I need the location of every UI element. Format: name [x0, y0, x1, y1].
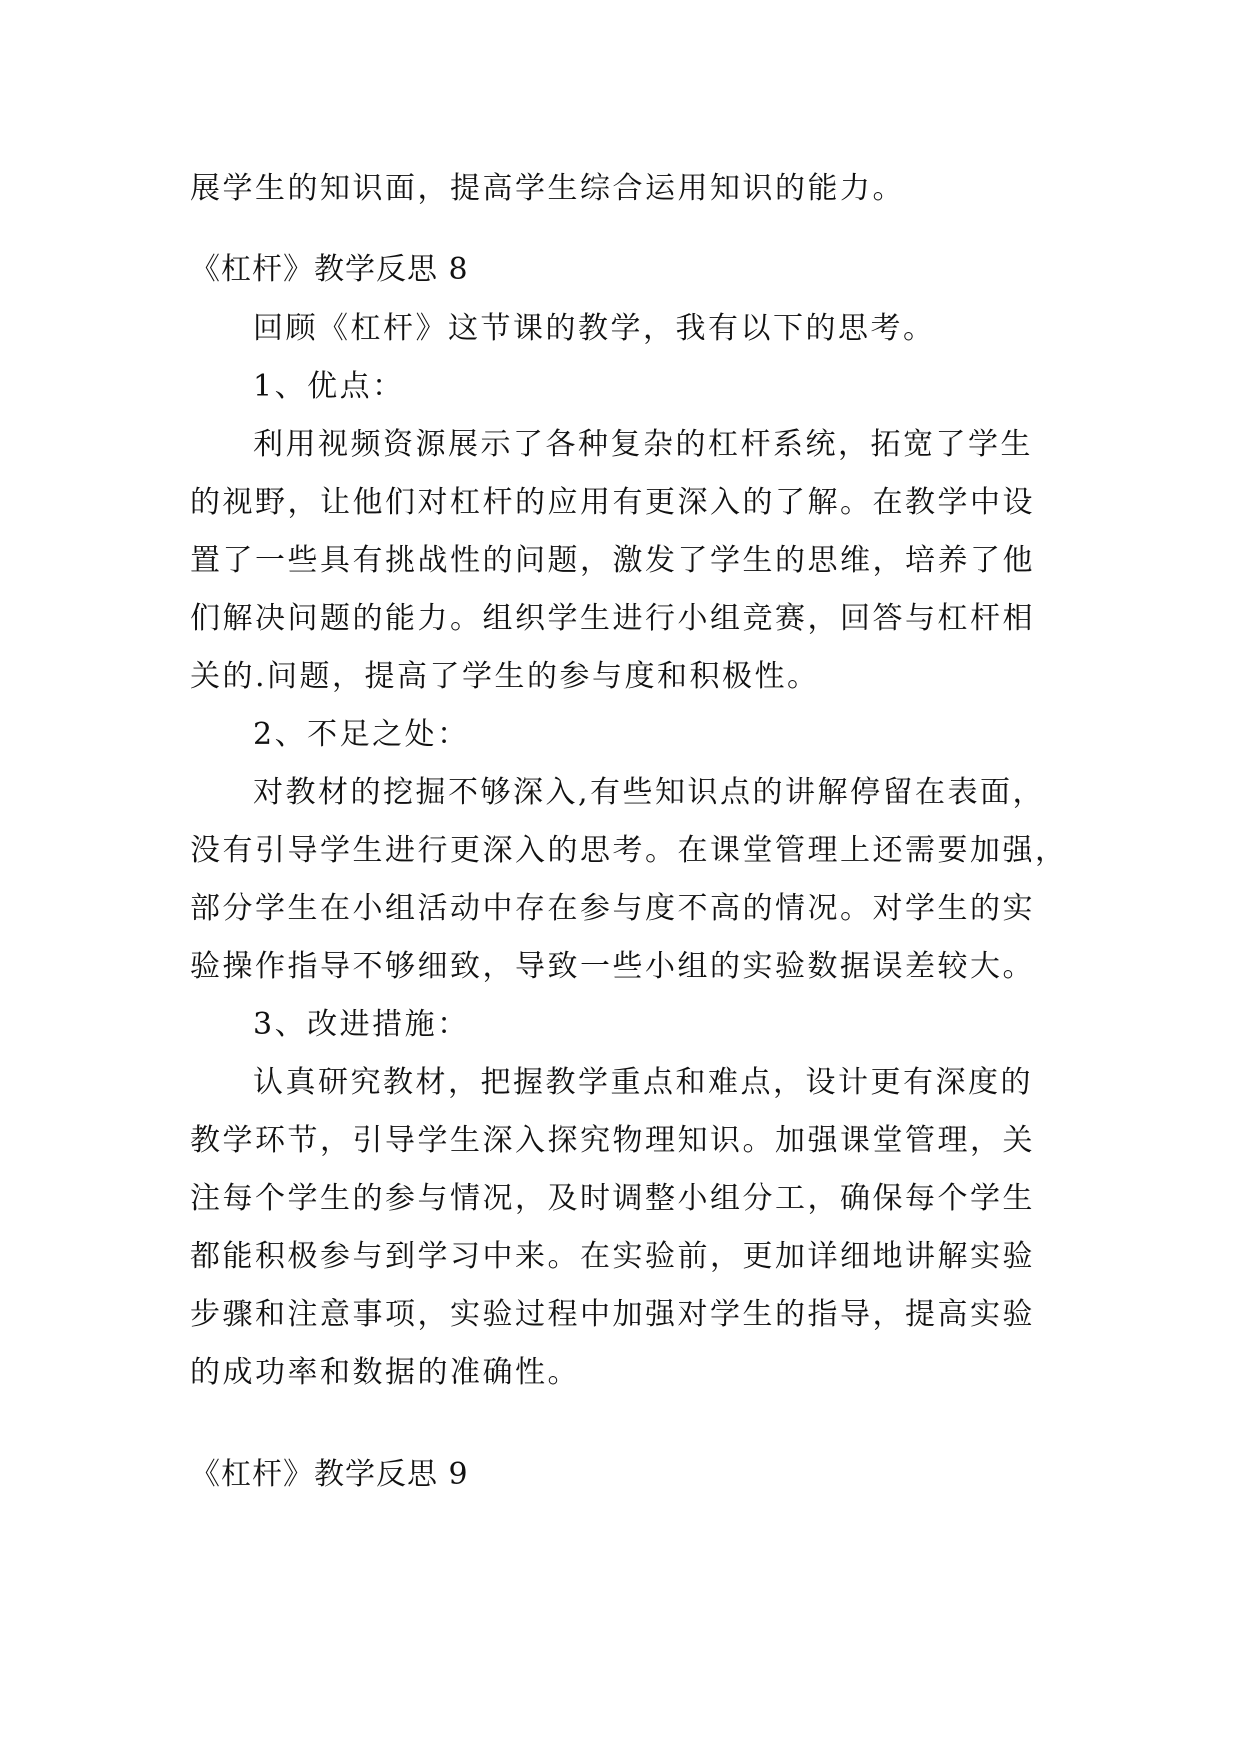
section-9-title: 《杠杆》教学反思 9 — [190, 1457, 469, 1492]
point-1-line: 关的.问题，提高了学生的参与度和积极性。 — [190, 659, 820, 694]
point-1-line: 置了一些具有挑战性的问题，激发了学生的思维，培养了他 — [190, 543, 1035, 578]
point-3-line: 步骤和注意事项，实验过程中加强对学生的指导，提高实验 — [190, 1297, 1035, 1332]
point-3-label: 3、改进措施： — [253, 1007, 470, 1042]
point-2-line: 没有引导学生进行更深入的思考。在课堂管理上还需要加强， — [190, 833, 1068, 868]
point-1-line: 的视野，让他们对杠杆的应用有更深入的了解。在教学中设 — [190, 485, 1035, 520]
point-3-line: 教学环节，引导学生深入探究物理知识。加强课堂管理，关 — [190, 1123, 1035, 1158]
point-3-line: 认真研究教材，把握教学重点和难点，设计更有深度的 — [253, 1065, 1033, 1100]
point-1-label: 1、优点： — [253, 369, 405, 404]
point-3-line: 都能积极参与到学习中来。在实验前，更加详细地讲解实验 — [190, 1239, 1035, 1274]
point-2-line: 验操作指导不够细致，导致一些小组的实验数据误差较大。 — [190, 949, 1035, 984]
point-2-line: 对教材的挖掘不够深入,有些知识点的讲解停留在表面， — [253, 775, 1046, 810]
point-3-line: 的成功率和数据的准确性。 — [190, 1355, 580, 1390]
section-8-title: 《杠杆》教学反思 8 — [190, 252, 469, 287]
section-8-intro: 回顾《杠杆》这节课的教学，我有以下的思考。 — [253, 311, 936, 346]
top-fragment-paragraph: 展学生的知识面，提高学生综合运用知识的能力。 — [190, 171, 905, 206]
point-2-line: 部分学生在小组活动中存在参与度不高的情况。对学生的实 — [190, 891, 1035, 926]
point-1-line: 利用视频资源展示了各种复杂的杠杆系统，拓宽了学生 — [253, 427, 1033, 462]
point-3-line: 注每个学生的参与情况，及时调整小组分工，确保每个学生 — [190, 1181, 1035, 1216]
point-2-label: 2、不足之处： — [253, 717, 470, 752]
point-1-line: 们解决问题的能力。组织学生进行小组竞赛，回答与杠杆相 — [190, 601, 1035, 636]
